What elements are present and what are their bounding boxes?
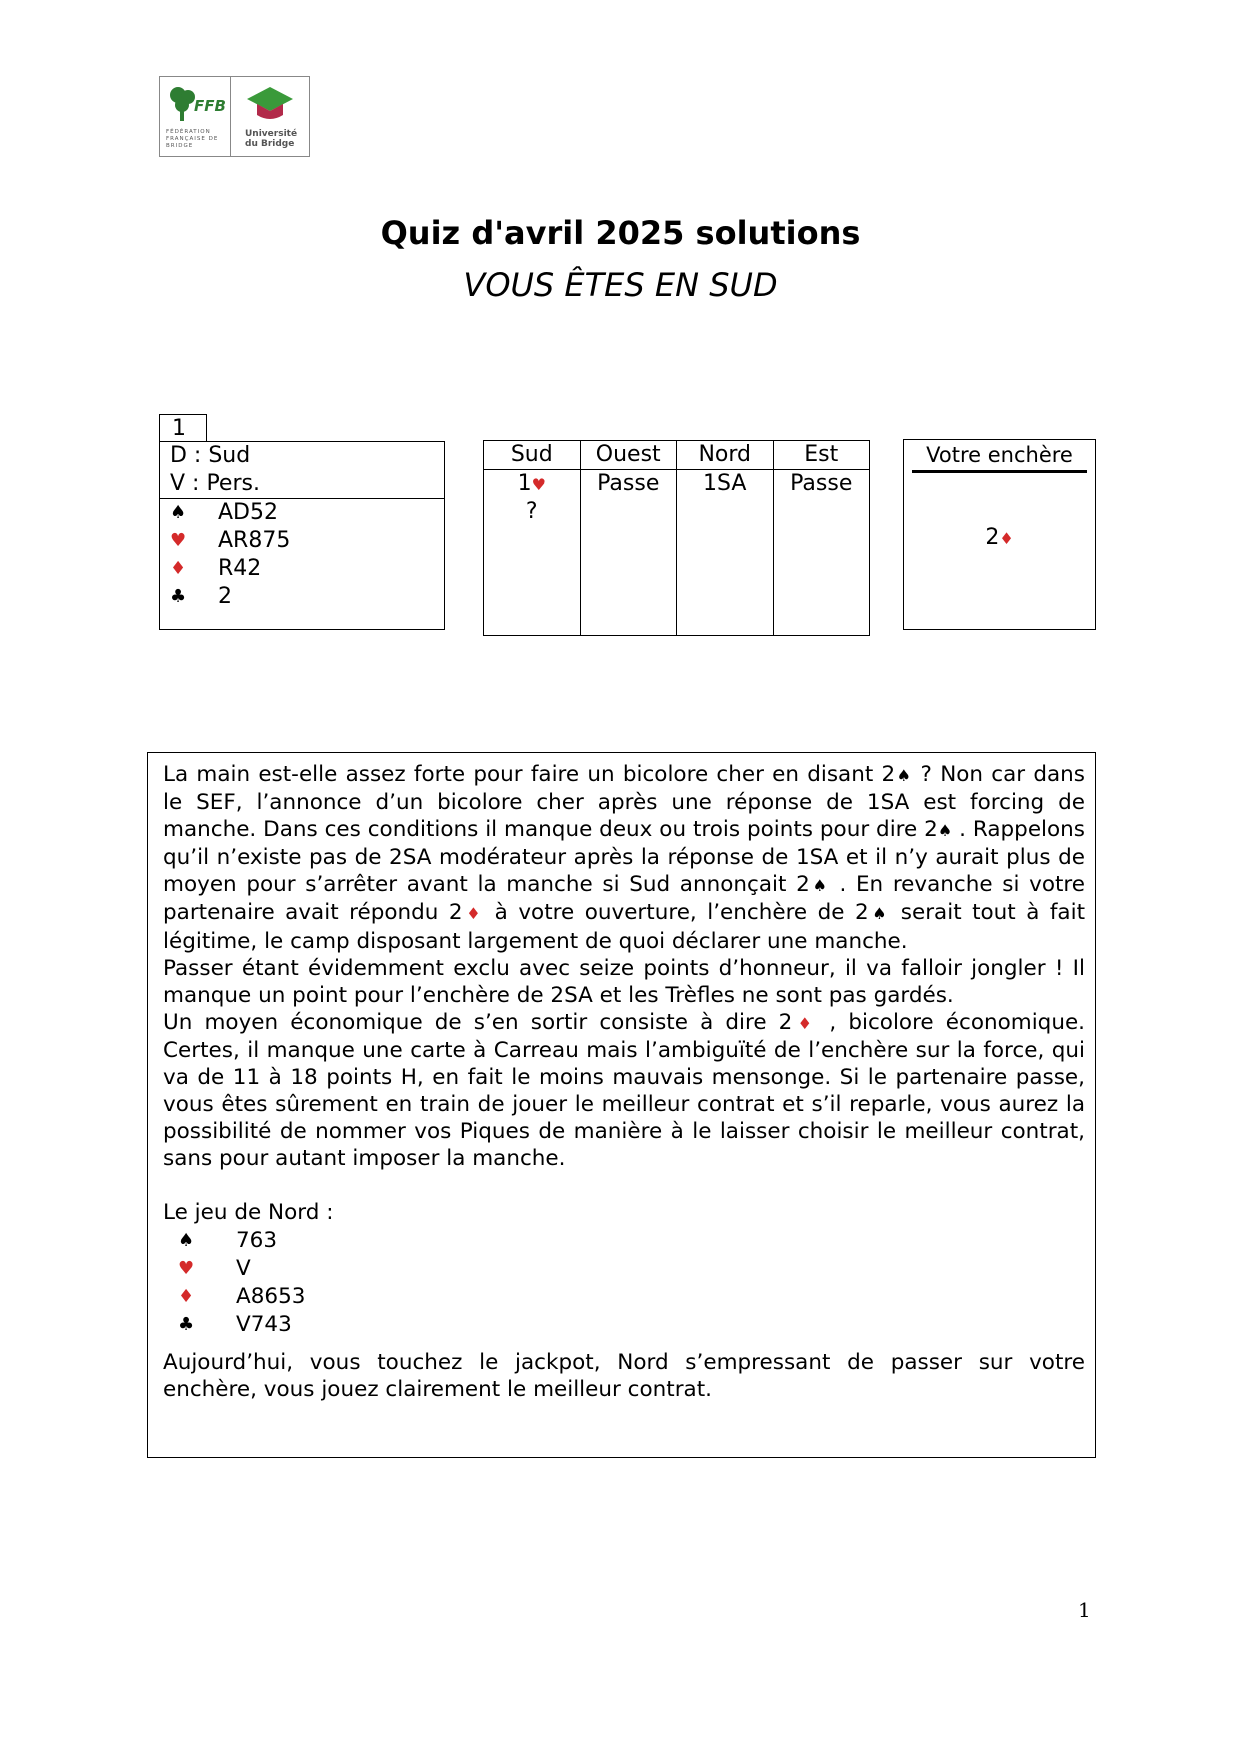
spacer bbox=[163, 1339, 1085, 1349]
bidding-header: Est bbox=[774, 441, 870, 470]
text-span: Un moyen économique de s’en sortir consiste à dire 2 bbox=[163, 1009, 793, 1035]
answer-bid bbox=[904, 525, 1095, 550]
deal-number: 1 bbox=[159, 414, 207, 442]
bidding-table bbox=[483, 440, 870, 636]
answer-level: 2 bbox=[985, 525, 1000, 550]
text-span: ? Non car dans le SEF, l’annonce d’un bicolore cher après une réponse de 1SA est forcing de manche. Dans ces conditions il manque deux ou trois points pour dire 2 bbox=[163, 762, 1085, 843]
diamond-icon: ♦ bbox=[999, 529, 1014, 548]
solution-box bbox=[147, 752, 1096, 1458]
hand-clubs: 2 bbox=[218, 584, 232, 609]
solution-paragraph bbox=[163, 761, 1085, 955]
spade-icon: ♠ bbox=[895, 766, 913, 785]
bidding-header: Sud bbox=[484, 441, 580, 470]
ffb-logo-right bbox=[231, 77, 309, 156]
hand-hearts-row bbox=[170, 527, 434, 555]
spade-icon: ♠ bbox=[868, 904, 891, 924]
bid-cell bbox=[484, 470, 580, 498]
hand-box bbox=[159, 441, 445, 630]
spade-icon: ♠ bbox=[170, 502, 187, 523]
nord-spades-row bbox=[163, 1227, 1085, 1255]
bidding-header: Ouest bbox=[581, 441, 677, 470]
hand-hearts: AR875 bbox=[218, 528, 291, 553]
spade-icon: ♠ bbox=[178, 1229, 195, 1251]
text-span: La main est-elle assez forte pour faire un bicolore cher en disant 2 bbox=[163, 762, 896, 787]
answer-divider bbox=[912, 470, 1087, 473]
nord-title: Le jeu de Nord : bbox=[163, 1200, 334, 1226]
bid-cell: Passe bbox=[790, 471, 853, 496]
bid-cell: Passe bbox=[597, 471, 660, 496]
text-span: à votre ouverture, l’enchère de 2 bbox=[484, 900, 869, 926]
vulnerability: V : Pers. bbox=[170, 471, 260, 496]
heart-icon: ♥ bbox=[531, 475, 546, 494]
hand-spades-row bbox=[170, 499, 434, 527]
ffb-brand: FFB bbox=[194, 97, 226, 115]
diamond-icon: ♦ bbox=[178, 1285, 195, 1307]
bid-cell: ? bbox=[525, 499, 538, 524]
hand-diamonds-row bbox=[170, 555, 434, 583]
text-span: , bicolore économique. Certes, il manque une carte à Carreau mais l’ambiguïté de l’enchère sur la force, qui va de 11 à 18 points H, en fait le moins mauvais mensonge. Si le partenaire passe, vous êtes sûrement en train de jouer le meilleur contrat et s’il reparle, vous aurez la possibilité de nommer vos Piques de manière à le laisser choisir le meilleur contrat, sans pour autant imposer la manche. bbox=[163, 1009, 1086, 1172]
hand-spades: AD52 bbox=[218, 500, 278, 525]
bidding-col-est bbox=[774, 441, 870, 635]
diamond-icon: ♦ bbox=[462, 904, 485, 924]
solution-paragraph: Passer étant évidemment exclu avec seize points d’honneur, il va falloir jongler ! Il manque un point pour l’enchère de 2SA et les Trèfles ne sont pas gardés. bbox=[163, 955, 1085, 1008]
spade-icon: ♠ bbox=[809, 876, 830, 896]
diamond-icon: ♦ bbox=[170, 558, 187, 579]
nord-diamonds-row bbox=[163, 1283, 1085, 1311]
bidding-col-ouest bbox=[581, 441, 678, 635]
hand-suits bbox=[160, 499, 444, 611]
ffb-logo bbox=[159, 76, 310, 157]
spade-icon: ♠ bbox=[937, 821, 953, 841]
answer-box bbox=[903, 439, 1096, 630]
hand-clubs-row bbox=[170, 583, 434, 611]
hand-meta bbox=[160, 442, 444, 499]
nord-hearts-row bbox=[163, 1255, 1085, 1283]
text-span: . Rappelons qu’il n’existe pas de 2SA modérateur après la réponse de 1SA et il n’y aurait plus de moyen pour s’arrêter avant la manche si Sud annonçait 2 bbox=[163, 817, 1086, 898]
nord-clubs: V743 bbox=[236, 1311, 292, 1337]
text-span: . En revanche si votre partenaire avait répondu 2 bbox=[163, 872, 1086, 926]
bidding-col-sud bbox=[484, 441, 581, 635]
page-subtitle: VOUS ÊTES EN SUD bbox=[463, 266, 778, 304]
diamond-icon: ♦ bbox=[792, 1013, 818, 1033]
page-title: Quiz d'avril 2025 solutions bbox=[380, 214, 861, 252]
bidding-header: Nord bbox=[677, 441, 773, 470]
ffb-logo-left bbox=[160, 77, 231, 156]
university-text: Université du Bridge bbox=[245, 129, 298, 149]
graduation-cap-icon bbox=[245, 85, 295, 125]
dealer: D : Sud bbox=[170, 443, 251, 468]
bid-level: 1 bbox=[517, 471, 532, 496]
text-span: serait tout à fait légitime, le camp disposant largement de quoi déclarer une manche. bbox=[163, 900, 1086, 954]
bid-cell: 1SA bbox=[703, 471, 747, 496]
nord-diamonds: A8653 bbox=[236, 1283, 306, 1309]
conclusion: Aujourd’hui, vous touchez le jackpot, Nord s’empressant de passer sur votre enchère, vous jouez clairement le meilleur contrat. bbox=[163, 1349, 1085, 1402]
nord-clubs-row bbox=[163, 1311, 1085, 1339]
nord-spades: 763 bbox=[236, 1227, 278, 1253]
heart-icon: ♥ bbox=[170, 530, 187, 551]
heart-icon: ♥ bbox=[178, 1257, 195, 1279]
spacer bbox=[163, 1172, 1085, 1199]
solution-paragraph bbox=[163, 1009, 1085, 1173]
nord-hearts: V bbox=[236, 1255, 251, 1281]
answer-header: Votre enchère bbox=[926, 443, 1073, 467]
page-number: 1 bbox=[1078, 1598, 1091, 1622]
federation-text: FÉDÉRATION FRANÇAISE DE BRIDGE bbox=[166, 129, 219, 149]
nord-hand bbox=[163, 1227, 1085, 1339]
hand-diamonds: R42 bbox=[218, 556, 262, 581]
bidding-col-nord bbox=[677, 441, 774, 635]
club-icon: ♣ bbox=[170, 586, 187, 607]
club-icon: ♣ bbox=[178, 1313, 195, 1335]
